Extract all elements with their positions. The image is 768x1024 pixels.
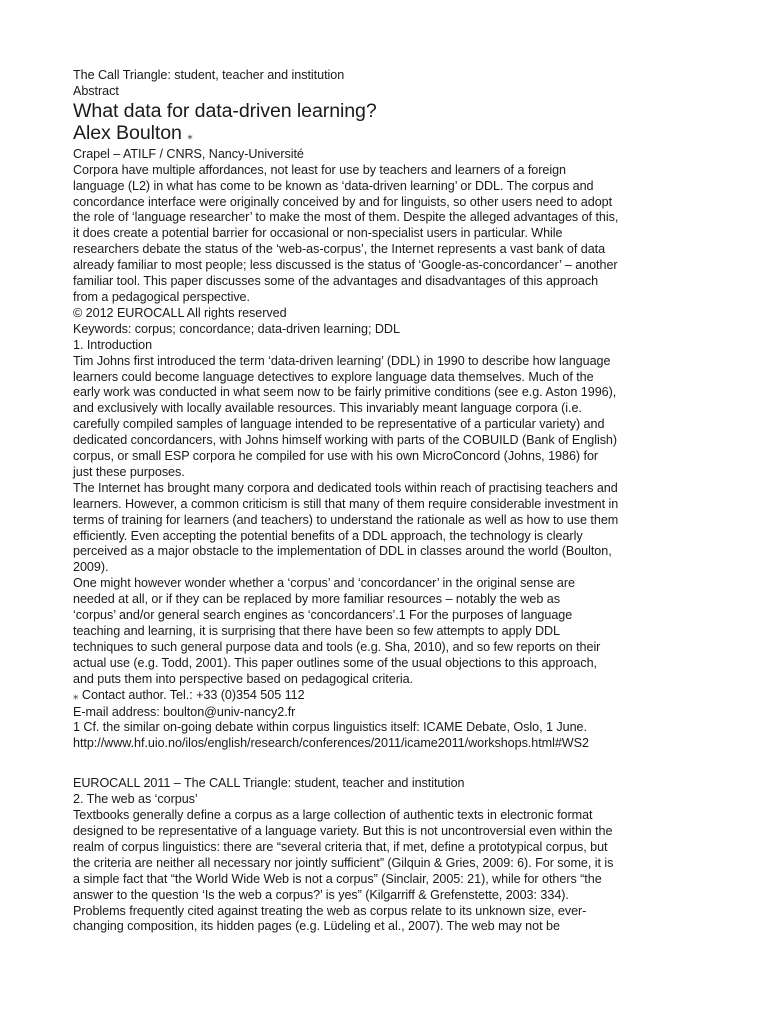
author-line bbox=[73, 122, 699, 147]
abstract-line: language (L2) in what has come to be known as ‘data-driven learning’ or DDL. The corpus and bbox=[73, 178, 594, 193]
contact-footnote bbox=[73, 688, 699, 705]
introduction-body bbox=[73, 354, 699, 688]
body-line: techniques to such general purpose data and tools (e.g. Sha, 2010), and so few reports on their bbox=[73, 639, 601, 654]
abstract-line: concordance interface were originally conceived by and for linguists, so other users need to adopt bbox=[73, 194, 613, 209]
body-line: teaching and learning, it is surprising that there have been so few attempts to apply DDL bbox=[73, 624, 560, 638]
body-line: efficiently. Even accepting the potential benefits of a DDL approach, the technology is clearly bbox=[73, 528, 583, 543]
abstract-line: Corpora have multiple affordances, not least for use by teachers and learners of a foreign bbox=[73, 162, 567, 177]
body-line: Textbooks generally define a corpus as a large collection of authentic texts in electronic format bbox=[73, 808, 593, 823]
body-line: 2009). bbox=[73, 560, 109, 575]
email-footnote: E-mail address: boulton@univ-nancy2.fr bbox=[73, 704, 296, 719]
author-footnote-mark: ⁎ bbox=[187, 129, 193, 142]
footnotes bbox=[73, 688, 699, 753]
body-line: actual use (e.g. Todd, 2001). This paper outlines some of the usual objections to this approach, bbox=[73, 655, 598, 670]
abstract-line: familiar tool. This paper discusses some of the advantages and disadvantages of this approach bbox=[73, 274, 599, 289]
footnote-1: 1 Cf. the similar on-going debate within corpus linguistics itself: ICAME Debate, Oslo, 1 June. bbox=[73, 720, 587, 735]
body-line: Problems frequently cited against treating the web as corpus relate to its unknown size, ever- bbox=[73, 903, 587, 918]
body-line: just these purposes. bbox=[73, 464, 185, 479]
section-heading-introduction: 1. Introduction bbox=[73, 337, 153, 352]
body-line: dedicated concordancers, with Johns himself working with parts of the COBUILD (Bank of English) bbox=[73, 433, 618, 448]
page-break-gap bbox=[73, 752, 699, 776]
footnote-1-url: http://www.hf.uio.no/ilos/english/research/conferences/2011/icame2011/workshops.html#WS2 bbox=[73, 736, 589, 751]
body-line: and exclusively with locally available resources. This invariably meant language corpora (i.e. bbox=[73, 401, 582, 416]
body-line: carefully compiled samples of language intended to be representative of a particular variety) and bbox=[73, 417, 605, 432]
keywords: Keywords: corpus; concordance; data-driven learning; DDL bbox=[73, 321, 400, 336]
running-title: The Call Triangle: student, teacher and institution bbox=[73, 68, 345, 82]
affiliation: Crapel – ATILF / CNRS, Nancy-Université bbox=[73, 146, 304, 161]
abstract-line: researchers debate the status of the ‘web-as-corpus’, the Internet represents a vast bank of data bbox=[73, 242, 606, 257]
body-line: perceived as a major obstacle to the implementation of DDL in classes around the world (Boulton, bbox=[73, 544, 612, 559]
article-title: What data for data-driven learning? bbox=[73, 99, 377, 122]
contact-footnote-mark: ⁎ bbox=[73, 689, 79, 702]
abstract-body bbox=[73, 163, 699, 306]
author-name: Alex Boulton bbox=[73, 121, 182, 144]
web-as-corpus-body bbox=[73, 808, 699, 935]
body-line: Tim Johns first introduced the term ‘data-driven learning’ (DDL) in 1990 to describe how language bbox=[73, 353, 611, 368]
body-line: realm of corpus linguistics: there are “several criteria that, if met, define a prototypical corpus, but bbox=[73, 839, 608, 854]
abstract-label: Abstract bbox=[73, 83, 119, 98]
abstract-line: already familiar to most people; less discussed is the status of ‘Google-as-concordancer’ – another bbox=[73, 258, 618, 273]
body-line: needed at all, or if they can be replaced by more familiar resources – notably the web as bbox=[73, 592, 560, 607]
body-line: the criteria are neither all necessary nor jointly sufficient” (Gilquin & Gries, 2009: 6). For some, it is bbox=[73, 855, 614, 870]
body-line: and puts them into perspective based on pedagogical criteria. bbox=[73, 671, 413, 686]
body-line: The Internet has brought many corpora and dedicated tools within reach of practising teachers and bbox=[73, 480, 618, 495]
body-line: learners could become language detectives to explore language data themselves. Much of the bbox=[73, 369, 594, 384]
body-line: answer to the question ‘Is the web a corpus?’ is yes” (Kilgarriff & Grefenstette, 2003: 334). bbox=[73, 887, 569, 902]
section-heading-web-as-corpus: 2. The web as ‘corpus’ bbox=[73, 792, 198, 807]
body-line: ‘corpus’ and/or general search engines as ‘concordancers’.1 For the purposes of language bbox=[73, 608, 573, 623]
abstract-line: it does create a potential barrier for occasional or non-specialist users in particular. While bbox=[73, 226, 563, 241]
body-line: learners. However, a common criticism is still that many of them require considerable investment in bbox=[73, 496, 619, 511]
body-line: a simple fact that “the World Wide Web is not a corpus” (Sinclair, 2005: 21), while for others “the bbox=[73, 871, 602, 886]
document-page bbox=[73, 68, 699, 935]
body-line: designed to be representative of a language variety. But this is not uncontroversial even within the bbox=[73, 823, 613, 838]
copyright-notice: © 2012 EUROCALL All rights reserved bbox=[73, 305, 287, 320]
abstract-line: from a pedagogical perspective. bbox=[73, 289, 250, 304]
contact-footnote-text: Contact author. Tel.: +33 (0)354 505 112 bbox=[81, 687, 305, 702]
body-line: changing composition, its hidden pages (e.g. Lüdeling et al., 2007). The web may not be bbox=[73, 919, 560, 934]
running-head-page2: EUROCALL 2011 – The CALL Triangle: student, teacher and institution bbox=[73, 776, 465, 791]
body-line: corpus, or small ESP corpora he compiled for use with his own MicroConcord (Johns, 1986) for bbox=[73, 449, 599, 464]
body-line: terms of training for learners (and teachers) to understand the rationale as well as how to use them bbox=[73, 512, 619, 527]
body-line: One might however wonder whether a ‘corpus’ and ‘concordancer’ in the original sense are bbox=[73, 576, 575, 591]
abstract-line: the role of ‘language researcher’ to make the most of them. Despite the alleged advantages of this, bbox=[73, 210, 619, 225]
body-line: early work was conducted in what seem now to be fairly primitive conditions (see e.g. Aston 1996), bbox=[73, 385, 617, 400]
